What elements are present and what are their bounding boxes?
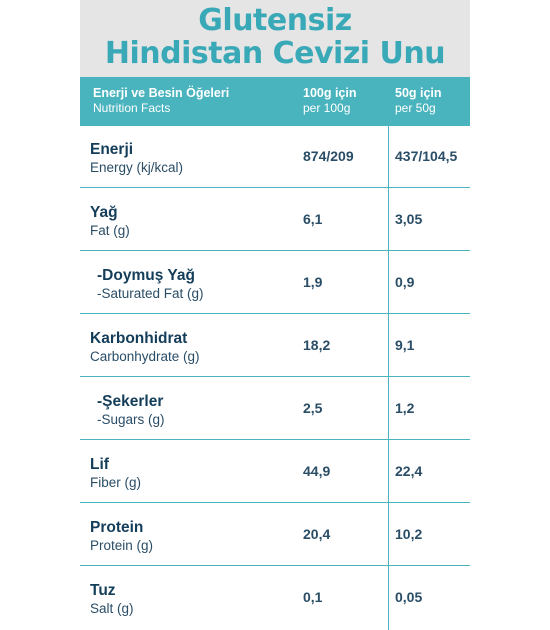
row-label-tr: Yağ <box>90 204 118 221</box>
row-label-en: Fat (g) <box>90 223 130 238</box>
row-label <box>90 581 134 617</box>
value-per-50g: 0,05 <box>395 589 423 605</box>
product-title-line1: Glutensiz <box>198 3 352 38</box>
row-label-en: Protein (g) <box>90 538 154 553</box>
value-per-50g: 1,2 <box>395 400 415 416</box>
value-per-50g: 3,05 <box>395 211 423 227</box>
row-label <box>90 518 153 554</box>
value-per-50g: 10,2 <box>395 526 423 542</box>
row-divider <box>80 376 470 377</box>
table-row-protein <box>80 504 470 566</box>
value-per-100g: 1,9 <box>303 274 323 290</box>
row-label <box>90 140 183 176</box>
table-row-carbohydrate <box>80 315 470 377</box>
row-label-tr: Enerji <box>90 141 134 158</box>
row-label-en: Fiber (g) <box>90 475 142 490</box>
row-label <box>90 455 141 491</box>
value-per-100g: 874/209 <box>303 148 354 164</box>
table-header <box>80 77 470 126</box>
table-row-energy <box>80 126 470 188</box>
row-label-en: -Saturated Fat (g) <box>97 286 204 301</box>
table-row-salt <box>80 567 470 629</box>
header-per-50g-tr: 50g için <box>395 86 442 100</box>
value-per-100g: 44,9 <box>303 463 331 479</box>
value-per-100g: 6,1 <box>303 211 323 227</box>
row-label <box>90 203 130 239</box>
value-per-100g: 18,2 <box>303 337 331 353</box>
row-label-en: Carbonhydrate (g) <box>90 349 200 364</box>
table-row-saturated-fat <box>80 252 470 314</box>
row-divider <box>80 187 470 188</box>
row-divider <box>80 502 470 503</box>
row-label-tr: -Şekerler <box>97 393 164 410</box>
value-per-50g: 0,9 <box>395 274 415 290</box>
header-nutrients-tr: Enerji ve Besin Öğeleri <box>93 86 230 100</box>
row-label-tr: Tuz <box>90 582 116 599</box>
header-per-50g <box>395 86 442 115</box>
row-divider <box>80 565 470 566</box>
row-label-en: Salt (g) <box>90 601 134 616</box>
value-per-50g: 22,4 <box>395 463 423 479</box>
product-title-line2: Hindistan Cevizi Unu <box>104 36 446 71</box>
row-label-tr: Lif <box>90 456 109 473</box>
row-label <box>90 329 200 365</box>
header-per-100g-en: per 100g <box>303 101 351 115</box>
header-nutrients <box>93 86 229 115</box>
header-per-50g-en: per 50g <box>395 101 436 115</box>
value-per-50g: 437/104,5 <box>395 148 458 164</box>
table-row-sugars <box>80 378 470 440</box>
nutrition-table-body <box>80 126 470 630</box>
header-per-100g <box>303 86 357 115</box>
table-row-fiber <box>80 441 470 503</box>
table-row-fat <box>80 189 470 251</box>
row-label-tr: -Doymuş Yağ <box>97 267 195 284</box>
row-label-tr: Karbonhidrat <box>90 330 188 347</box>
row-divider <box>80 250 470 251</box>
value-per-100g: 2,5 <box>303 400 323 416</box>
row-label-en: Energy (kj/kcal) <box>90 160 184 175</box>
header-nutrients-en: Nutrition Facts <box>93 101 171 115</box>
value-per-100g: 20,4 <box>303 526 331 542</box>
row-divider <box>80 439 470 440</box>
header-per-100g-tr: 100g için <box>303 86 357 100</box>
product-title <box>80 4 470 70</box>
row-label <box>97 266 204 302</box>
row-label <box>97 392 165 428</box>
value-per-50g: 9,1 <box>395 337 415 353</box>
row-label-tr: Protein <box>90 519 144 536</box>
row-divider <box>80 313 470 314</box>
row-label-en: -Sugars (g) <box>97 412 165 427</box>
value-per-100g: 0,1 <box>303 589 323 605</box>
